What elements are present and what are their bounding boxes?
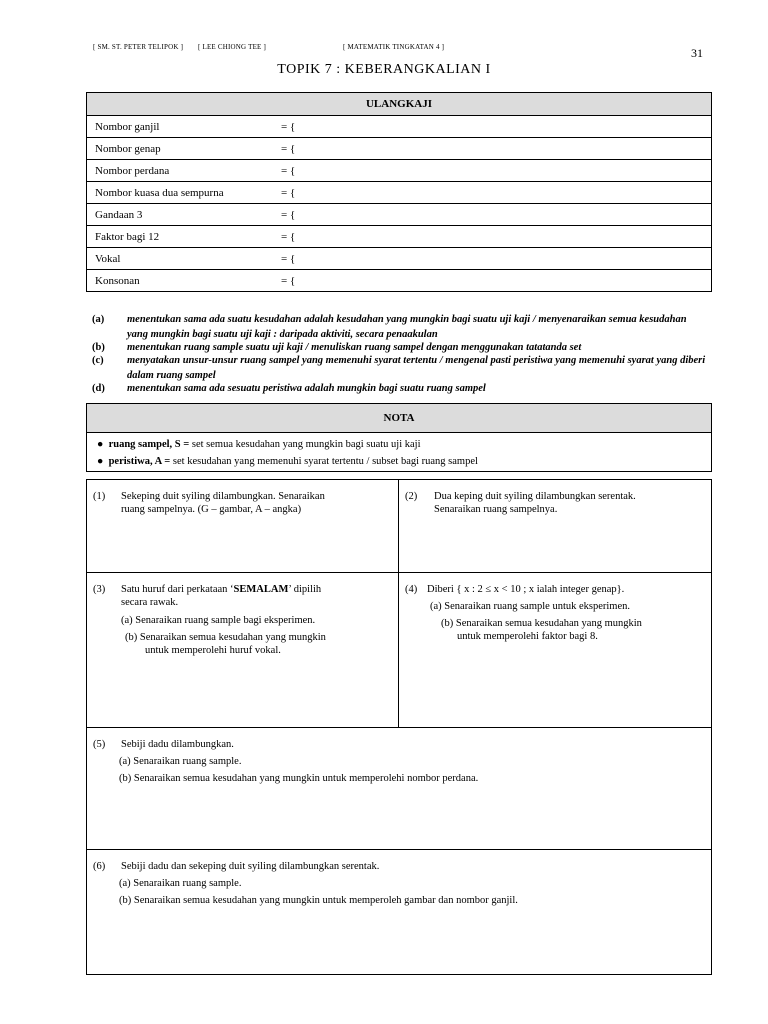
keyword: SEMALAM: [233, 584, 289, 595]
table-row: [87, 182, 712, 204]
question-5: [87, 728, 711, 850]
objective-text: menentukan sama ada sesuatu peristiwa adalah mungkin bagi suatu ruang sampel: [127, 383, 486, 394]
sub-question-b: (b) Senaraikan semua kesudahan yang mungkin: [125, 632, 326, 643]
question-text: secara rawak.: [121, 597, 179, 608]
row-equals: = {: [281, 252, 296, 265]
nota-heading: NOTA: [87, 404, 711, 433]
sub-question-a: (a) Senaraikan ruang sample untuk eksperimen.: [430, 601, 631, 612]
row-equals: = {: [281, 186, 296, 199]
question-number: (1): [93, 491, 106, 502]
question-1: [87, 480, 399, 573]
bullet-icon: ●: [97, 456, 104, 467]
question-2: [399, 480, 711, 573]
objective-text: menentukan ruang sample suatu uji kaji / menuliskan ruang sampel dengan menggunakan tatatanda set: [127, 342, 582, 353]
question-number: (4): [405, 584, 418, 595]
header-teacher: [ LEE CHIONG TEE ]: [198, 43, 267, 51]
bullet-icon: ●: [97, 439, 104, 450]
question-text: Dua keping duit syiling dilambungkan serentak.: [434, 491, 636, 502]
sub-question-a: (a) Senaraikan ruang sample.: [119, 756, 242, 767]
row-label: Vokal: [95, 252, 121, 265]
objective-key: (a): [92, 314, 105, 325]
question-text-part: Satu huruf dari perkataan ‘: [121, 584, 234, 595]
row-label: Nombor ganjil: [95, 120, 160, 133]
nota-definition: set kesudahan yang memenuhi syarat tertentu / subset bagi ruang sampel: [170, 456, 478, 467]
row-label: Faktor bagi 12: [95, 230, 160, 243]
question-number: (6): [93, 861, 106, 872]
objective-key: (b): [92, 342, 105, 353]
nota-term: ruang sampel, S =: [108, 439, 190, 450]
objective-d: [92, 382, 710, 397]
question-text: Sebiji dadu dan sekeping duit syiling dilambungkan serentak.: [121, 861, 380, 872]
question-6: [87, 850, 711, 974]
page-title: TOPIK 7 : KEBERANGKALIAN I: [277, 62, 491, 77]
page-number: 31: [691, 46, 703, 60]
table-row: [87, 116, 712, 138]
question-3: [87, 573, 399, 728]
row-equals: = {: [281, 230, 296, 243]
nota-term: peristiwa, A =: [108, 456, 171, 467]
sub-question-b-cont: untuk memperolehi huruf vokal.: [145, 645, 281, 656]
question-4: [399, 573, 711, 728]
nota-definition: set semua kesudahan yang mungkin bagi suatu uji kaji: [189, 439, 421, 450]
row-label: Gandaan 3: [95, 208, 143, 221]
sub-question-b: (b) Senaraikan semua kesudahan yang mungkin: [441, 618, 642, 629]
question-text: ruang sampelnya. (G – gambar, A – angka): [121, 504, 302, 515]
header-subject: [ MATEMATIK TINGKATAN 4 ]: [343, 43, 445, 51]
row-equals: = {: [281, 142, 296, 155]
sub-question-b: (b) Senaraikan semua kesudahan yang mungkin untuk memperoleh gambar dan nombor ganjil.: [119, 895, 518, 906]
question-text: Sebiji dadu dilambungkan.: [121, 739, 234, 750]
objective-text: menentukan sama ada suatu kesudahan adalah kesudahan yang mungkin bagi suatu uji kaji / menyenaraikan semua kesudahan yang mungkin bagi suatu uji kaji : daripada aktiviti, secara penaakulan: [127, 314, 687, 340]
table-row: [87, 226, 712, 248]
table-row: [87, 204, 712, 226]
objective-a: [92, 313, 710, 342]
question-text: Sekeping duit syiling dilambungkan. Senaraikan: [121, 491, 325, 502]
row-equals: = {: [281, 164, 296, 177]
row-label: Nombor genap: [95, 142, 161, 155]
row-label: Nombor kuasa dua sempurna: [95, 186, 224, 199]
objective-key: (d): [92, 383, 105, 394]
review-table: [86, 92, 712, 292]
nota-item: [87, 436, 711, 453]
nota-box: [86, 403, 712, 472]
header-school: [ SM. ST. PETER TELIPOK ]: [93, 43, 184, 51]
sub-question-b-cont: untuk memperolehi faktor bagi 8.: [457, 631, 598, 642]
question-number: (2): [405, 491, 418, 502]
row-equals: = {: [281, 120, 296, 133]
row-equals: = {: [281, 274, 296, 287]
objective-text: menyatakan unsur-unsur ruang sampel yang memenuhi syarat tertentu / mengenal pasti peristiwa yang memenuhi syarat yang diberi dalam ruang sampel: [127, 355, 706, 381]
table-row: [87, 160, 712, 182]
table-row: [87, 138, 712, 160]
row-label: Konsonan: [95, 274, 140, 287]
sub-question-a: (a) Senaraikan ruang sample.: [119, 878, 242, 889]
question-number: (3): [93, 584, 106, 595]
question-text: Senaraikan ruang sampelnya.: [434, 504, 558, 515]
question-text-part: ’ dipilih: [288, 584, 322, 595]
question-text: [121, 583, 321, 596]
objective-c: [92, 354, 710, 383]
sub-question-a: (a) Senaraikan ruang sample bagi eksperimen.: [121, 615, 316, 626]
question-number: (5): [93, 739, 106, 750]
objective-key: (c): [92, 355, 104, 366]
row-equals: = {: [281, 208, 296, 221]
question-grid: [86, 479, 712, 975]
table-row: [87, 270, 712, 292]
question-text: Diberi { x : 2 ≤ x < 10 ; x ialah integer genap}.: [427, 584, 625, 595]
sub-question-b: (b) Senaraikan semua kesudahan yang mungkin untuk memperolehi nombor perdana.: [119, 773, 479, 784]
table-row: [87, 248, 712, 270]
nota-item: [87, 453, 711, 470]
row-label: Nombor perdana: [95, 164, 170, 177]
review-heading: ULANGKAJI: [87, 93, 712, 116]
